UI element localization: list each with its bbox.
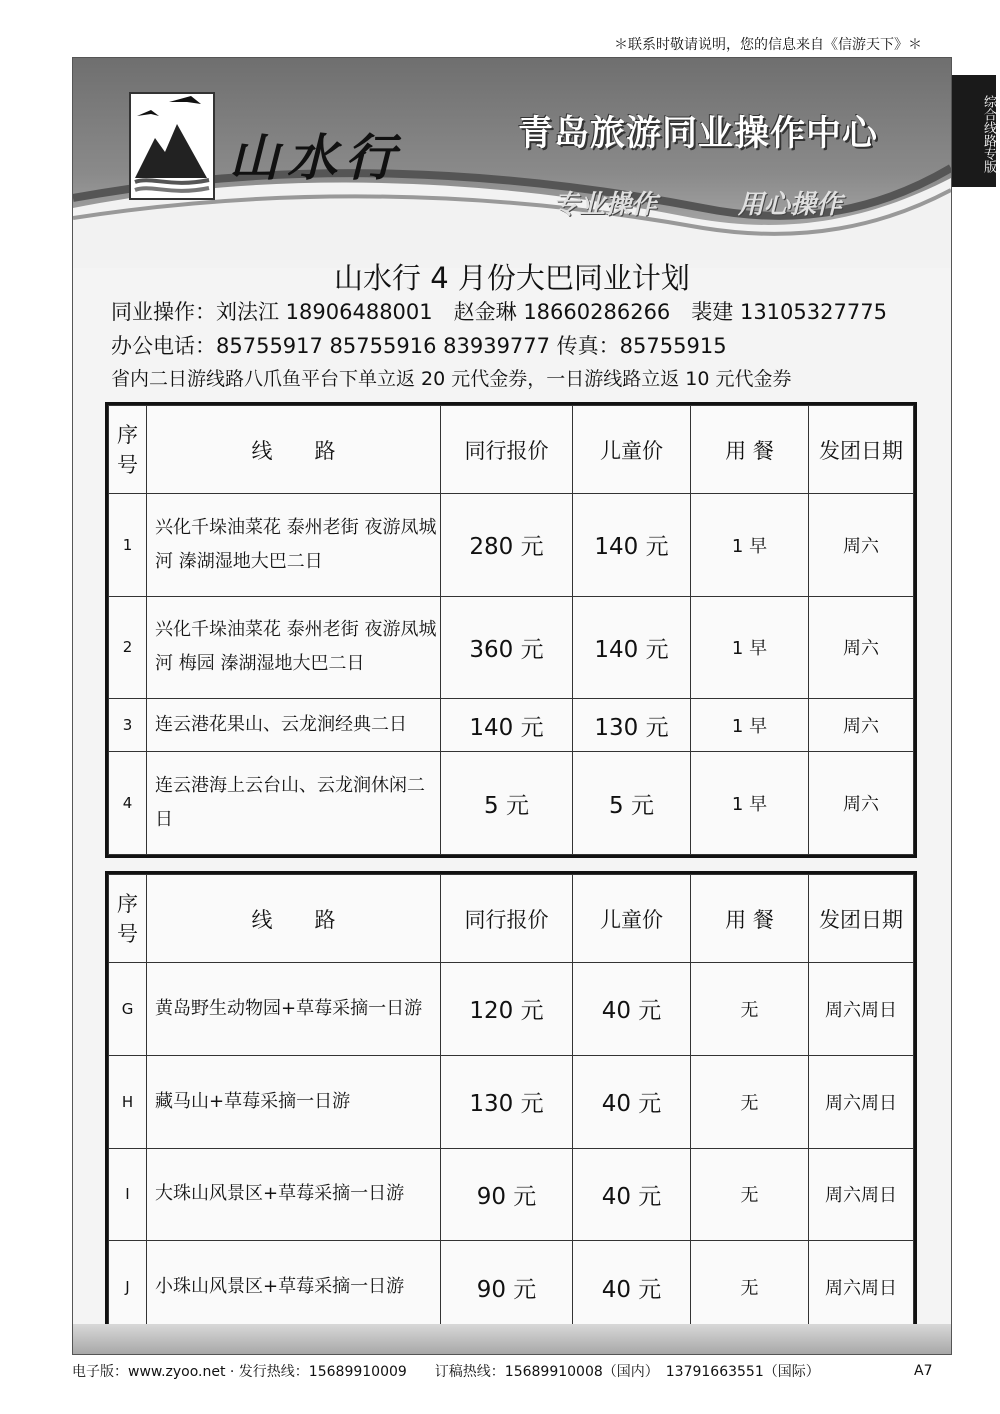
table-header-row — [109, 875, 914, 963]
row-route: 连云港海上云台山、云龙涧休闲二日 — [147, 752, 441, 855]
row-child-price: 40 元 — [573, 1148, 691, 1241]
row-meals: 无 — [691, 963, 809, 1056]
row-peer-price: 120 元 — [441, 963, 573, 1056]
row-seq: 1 — [109, 494, 147, 597]
row-meals: 1 早 — [691, 699, 809, 752]
page-frame — [72, 57, 952, 1355]
table-row — [109, 1055, 914, 1148]
row-peer-price: 140 元 — [441, 699, 573, 752]
header-route: 线 路 — [147, 406, 441, 494]
header-peer-price: 同行报价 — [441, 406, 573, 494]
row-meals: 无 — [691, 1055, 809, 1148]
header-departure: 发团日期 — [809, 406, 914, 494]
row-child-price: 40 元 — [573, 1055, 691, 1148]
one-day-tour-table — [105, 871, 917, 1337]
row-meals: 1 早 — [691, 752, 809, 855]
row-departure: 周六 — [809, 596, 914, 699]
row-route: 兴化千垛油菜花 泰州老街 夜游凤城河 溱湖湿地大巴二日 — [147, 494, 441, 597]
promo-note: 省内二日游线路八爪鱼平台下单立返 20 元代金券，一日游线路立返 10 元代金券 — [111, 368, 792, 390]
row-child-price: 130 元 — [573, 699, 691, 752]
slogan-dedicated: 用心操作 — [738, 190, 843, 220]
row-seq: J — [109, 1241, 147, 1334]
bottom-decor-strip — [73, 1324, 951, 1354]
row-route: 连云港花果山、云龙涧经典二日 — [147, 699, 441, 752]
table-header-row — [109, 406, 914, 494]
two-day-tour-table — [105, 402, 917, 858]
row-route: 藏马山+草莓采摘一日游 — [147, 1055, 441, 1148]
slogan-professional: 专业操作 — [553, 190, 658, 220]
row-child-price: 140 元 — [573, 596, 691, 699]
logo-mark — [129, 92, 215, 200]
header-departure: 发团日期 — [809, 875, 914, 963]
table-row — [109, 752, 914, 855]
row-child-price: 40 元 — [573, 963, 691, 1056]
row-seq: I — [109, 1148, 147, 1241]
row-seq: 2 — [109, 596, 147, 699]
row-departure: 周六周日 — [809, 1148, 914, 1241]
row-seq: G — [109, 963, 147, 1056]
row-peer-price: 360 元 — [441, 596, 573, 699]
row-meals: 无 — [691, 1241, 809, 1334]
row-peer-price: 130 元 — [441, 1055, 573, 1148]
row-peer-price: 90 元 — [441, 1241, 573, 1334]
row-departure: 周六周日 — [809, 1241, 914, 1334]
section-tab: 综合线路专版 — [952, 75, 996, 187]
row-peer-price: 90 元 — [441, 1148, 573, 1241]
row-seq: H — [109, 1055, 147, 1148]
row-departure: 周六 — [809, 699, 914, 752]
table-row — [109, 699, 914, 752]
table-row — [109, 596, 914, 699]
header-meals: 用 餐 — [691, 875, 809, 963]
row-departure: 周六 — [809, 494, 914, 597]
row-route: 兴化千垛油菜花 泰州老街 夜游凤城河 梅园 溱湖湿地大巴二日 — [147, 596, 441, 699]
table-row — [109, 963, 914, 1056]
footer-contacts: 电子版：www.zyoo.net · 发行热线：15689910009 订稿热线：15689910008（国内） 13791663551（国际） — [72, 1364, 820, 1380]
row-child-price: 40 元 — [573, 1241, 691, 1334]
header-child-price: 儿童价 — [573, 875, 691, 963]
header-seq: 序号 — [109, 875, 147, 963]
header-route: 线 路 — [147, 875, 441, 963]
brand-logo-text: 山水行 — [229, 128, 403, 187]
operator-contacts: 同业操作：刘法江 18906488001 赵金琳 18660286266 裴建 13105327775 — [111, 300, 887, 324]
center-title: 青岛旅游同业操作中心 — [518, 114, 879, 154]
row-meals: 1 早 — [691, 596, 809, 699]
table-row — [109, 494, 914, 597]
table-row — [109, 1148, 914, 1241]
row-meals: 1 早 — [691, 494, 809, 597]
row-seq: 3 — [109, 699, 147, 752]
header-banner — [73, 58, 951, 268]
row-seq: 4 — [109, 752, 147, 855]
row-route: 黄岛野生动物园+草莓采摘一日游 — [147, 963, 441, 1056]
row-route: 小珠山风景区+草莓采摘一日游 — [147, 1241, 441, 1334]
top-note: ＊联系时敬请说明，您的信息来自《信游天下》＊ — [614, 37, 922, 53]
table-row — [109, 1241, 914, 1334]
header-meals: 用 餐 — [691, 406, 809, 494]
row-meals: 无 — [691, 1148, 809, 1241]
row-peer-price: 5 元 — [441, 752, 573, 855]
header-seq: 序号 — [109, 406, 147, 494]
row-child-price: 140 元 — [573, 494, 691, 597]
row-departure: 周六周日 — [809, 963, 914, 1056]
row-departure: 周六 — [809, 752, 914, 855]
office-phones: 办公电话：85755917 85755916 83939777 传真：85755915 — [111, 334, 727, 358]
page-title: 山水行 4 月份大巴同业计划 — [334, 261, 690, 295]
row-route: 大珠山风景区+草莓采摘一日游 — [147, 1148, 441, 1241]
header-peer-price: 同行报价 — [441, 875, 573, 963]
header-child-price: 儿童价 — [573, 406, 691, 494]
row-child-price: 5 元 — [573, 752, 691, 855]
page-number: A7 — [914, 1363, 933, 1379]
row-peer-price: 280 元 — [441, 494, 573, 597]
row-departure: 周六周日 — [809, 1055, 914, 1148]
